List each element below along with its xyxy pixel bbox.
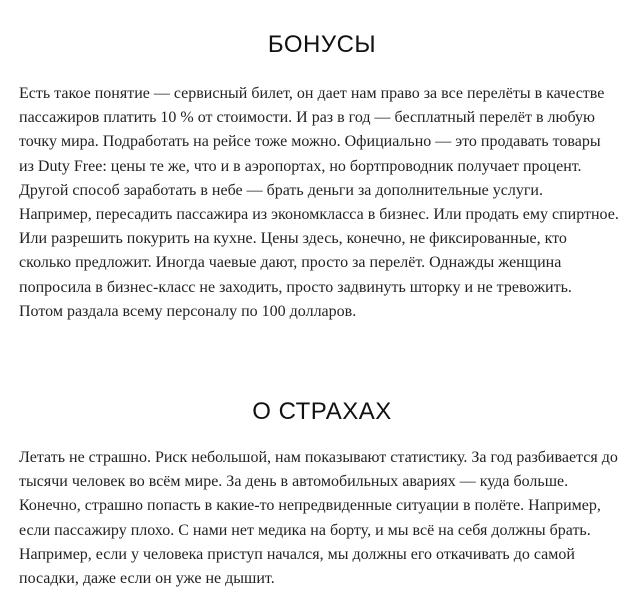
section-paragraph-fears: Летать не страшно. Риск небольшой, нам показывают статистику. За год разбивается до тысячи человек во всём мире. За день в автомобильных авариях — куда больше. Конечно, страшно попасть в какие-то непредвиденные ситуации в полёте. Например, если пассажиру плохо. С нами нет медика на борту, и мы всё на себя должны брать. Например, если у человека приступ начался, мы должны его откачивать до самой посадки, даже если он уже не дышит. — [19, 449, 618, 588]
section-paragraph-bonuses: Есть такое понятие — сервисный билет, он дает нам право за все перелёты в качестве пассажиров платить 10 % от стоимости. И раз в год — бесплатный перелёт в любую точку мира. Подработать на рейсе тоже можно. Официально — это продавать товары из Duty Free: цены те же, что и в аэропортах, но бортпроводник получает процент. Другой способ заработать в небе — брать деньги за дополнительные услуги. Например, пересадить пассажира из экономкласса в бизнес. Или продать ему спиртное. Или разрешить покурить на кухне. Цены здесь, конечно, не фиксированные, кто сколько предложит. Иногда чаевые дают, просто за перелёт. Однажды женщина попросила в бизнес-класс не заходить, просто задвинуть шторку и не тревожить. Потом раздала всему персоналу по 100 долларов. — [19, 85, 619, 320]
section-heading-bonuses: БОНУСЫ — [267, 31, 377, 58]
section-heading-fears: О СТРАХАХ — [252, 398, 392, 425]
